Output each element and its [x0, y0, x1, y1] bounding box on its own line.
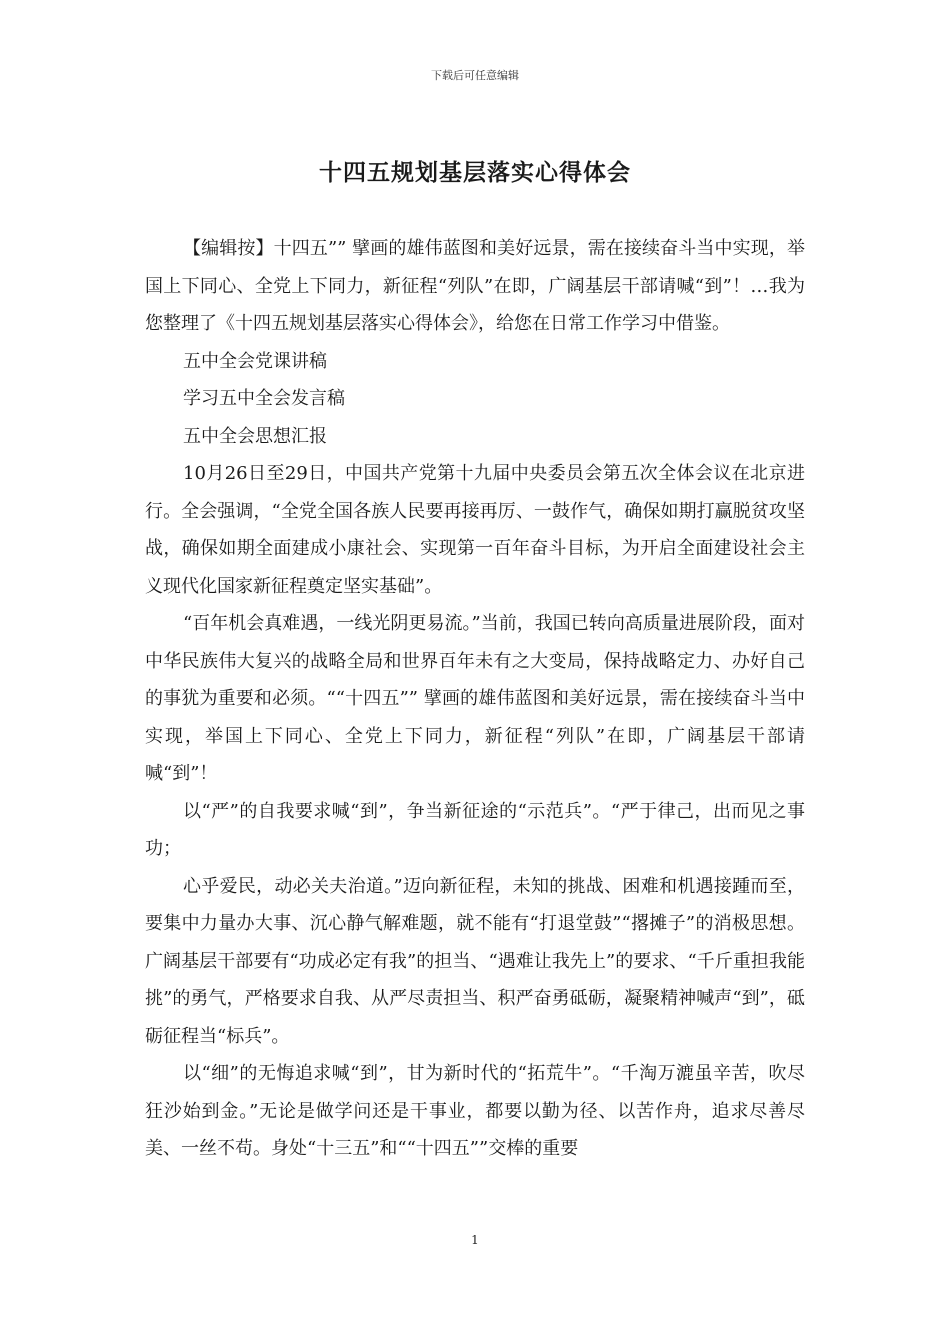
editor-note-paragraph: 【编辑按】十四五”” 擘画的雄伟蓝图和美好远景，需在接续奋斗当中实现，举国上下同心、全党上下同力，新征程“列队”在即，广阔基层干部请喊“到”！…我为您整理了《十四五规划基层落实心得体会》，给您在日常工作学习中借鉴。: [145, 238, 805, 334]
body-paragraph: 以“严”的自我要求喊“到”，争当新征途的“示范兵”。“严于律己，出而见之事功；: [145, 800, 805, 859]
body-paragraph: 以“细”的无悔追求喊“到”，甘为新时代的“拓荒牛”。“千淘万漉虽辛苦，吹尽狂沙始到金。”无论是做学问还是干事业，都要以勤为径、以苦作舟，追求尽善尽美、一丝不苟。身处“十三五”和““十四五””交棒的重要: [145, 1063, 805, 1159]
header-note: 下载后可任意编辑: [431, 69, 519, 82]
body-paragraph: 心乎爱民，动必关夫治道。”迈向新征程，未知的挑战、困难和机遇接踵而至，要集中力量办大事、沉心静气解难题，就不能有“打退堂鼓”“撂摊子”的消极思想。广阔基层干部要有“功成必定有我”的担当、“遇难让我先上”的要求、“千斤重担我能挑”的勇气，严格要求自我、从严尽责担当、积严奋勇砥砺，凝聚精神喊声“到”，砥砺征程当“标兵”。: [145, 875, 805, 1047]
related-link-item: 学习五中全会发言稿: [183, 388, 345, 409]
body-paragraph: 10月26日至29日，中国共产党第十九届中央委员会第五次全体会议在北京进行。全会强调，“全党全国各族人民要再接再厉、一鼓作气，确保如期打赢脱贫攻坚战，确保如期全面建成小康社会、实现第一百年奋斗目标，为开启全面建设社会主义现代化国家新征程奠定坚实基础”。: [145, 463, 805, 597]
related-link-item: 五中全会党课讲稿: [183, 350, 327, 372]
document-body: [145, 230, 805, 1168]
body-paragraph: “百年机会真难遇，一线光阴更易流。”当前，我国已转向高质量进展阶段，面对中华民族伟大复兴的战略全局和世界百年未有之大变局，保持战略定力、办好自己的事犹为重要和必须。““十四五”” 擘画的雄伟蓝图和美好远景，需在接续奋斗当中实现，举国上下同心、全党上下同力，新征程“列队”在即，广阔基层干部请喊“到”！: [145, 613, 805, 784]
document-title: 十四五规划基层落实心得体会: [319, 159, 631, 186]
related-link-item: 五中全会思想汇报: [183, 425, 327, 447]
page-number: 1: [471, 1233, 479, 1247]
